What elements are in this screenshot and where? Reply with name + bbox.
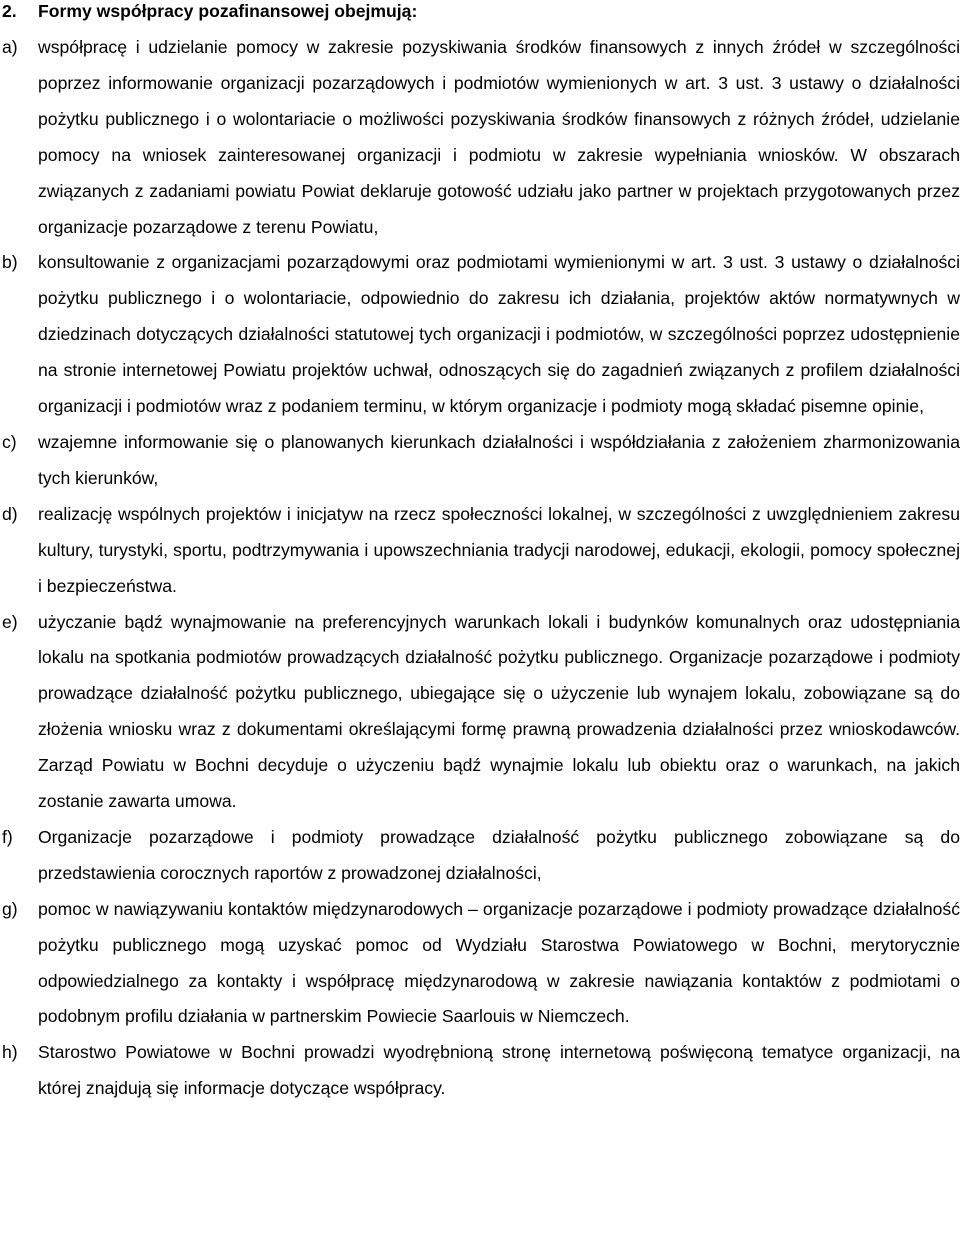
list-item-b bbox=[0, 245, 960, 425]
list-item-d bbox=[0, 497, 960, 605]
list-item-text: wzajemne informowanie się o planowanych kierunkach działalności i współdziałania z założeniem zharmonizowania tych kierunków, bbox=[38, 431, 960, 488]
list-item-f bbox=[0, 820, 960, 892]
list-marker: f) bbox=[2, 826, 13, 847]
list-marker: d) bbox=[2, 503, 18, 524]
list-marker: g) bbox=[2, 898, 18, 919]
list-item-e bbox=[0, 605, 960, 820]
list-marker: b) bbox=[2, 252, 18, 273]
list-marker: e) bbox=[2, 611, 18, 632]
list-item-h bbox=[0, 1035, 960, 1107]
list-item-text: współpracę i udzielanie pomocy w zakresie pozyskiwania środków finansowych z innych źródeł w szczególności poprzez informowanie organizacji pozarządowych i podmiotów wymienionych w art. 3 ust. 3 ustawy o działalności pożytku publicznego i o wolontariacie o możliwości pozyskiwania środków finansowych z różnych źródeł, udzielanie pomocy na wniosek zainteresowanej organizacji i podmiotu w zakresie wypełniania wniosków. W obszarach związanych z zadaniami powiatu Powiat deklaruje gotowość udziału jako partner w projektach przygotowanych przez organizacje pozarządowe z terenu Powiatu, bbox=[38, 37, 960, 237]
list-item-text: konsultowanie z organizacjami pozarządowymi oraz podmiotami wymienionymi w art. 3 ust. 3 ustawy o działalności pożytku publicznego i o wolontariacie, odpowiednio do zakresu ich działania, projektów aktów normatywnych w dziedzinach dotyczących działalności statutowej tych organizacji i podmiotów, w szczególności poprzez udostępnienie na stronie internetowej Powiatu projektów uchwał, odnoszących się do zagadnień związanych z profilem działalności organizacji i podmiotów wraz z podaniem terminu, w którym organizacje i podmioty mogą składać pisemne opinie, bbox=[38, 252, 960, 417]
list-marker: a) bbox=[2, 37, 18, 57]
list-item-text: Starostwo Powiatowe w Bochni prowadzi wyodrębnioną stronę internetową poświęconą tematyce organizacji, na której znajdują się informacje dotyczące współpracy. bbox=[38, 1042, 960, 1099]
list-item-g bbox=[0, 892, 960, 1036]
list-item-text: użyczanie bądź wynajmowanie na preferencyjnych warunkach lokali i budynków komunalnych oraz udostępniania lokalu na spotkania podmiotów prowadzących działalność pożytku publicznego. Organizacje pozarządowe i podmioty prowadzące działalność pożytku publicznego, ubiegające się o użyczenie lub wynajem lokalu, zobowiązane są do złożenia wniosku wraz z dokumentami określającymi formę prawną prowadzenia działalności przez wnioskodawców. Zarząd Powiatu w Bochni decyduje o użyczeniu bądź wynajmie lokalu lub obiektu oraz o warunkach, na jakich zostanie zawarta umowa. bbox=[38, 611, 960, 812]
list-item-c bbox=[0, 425, 960, 497]
list-item-text: pomoc w nawiązywaniu kontaktów międzynarodowych – organizacje pozarządowe i podmioty prowadzące działalność pożytku publicznego mogą uzyskać pomoc od Wydziału Starostwa Powiatowego w Bochni, merytorycznie odpowiedzialnego za kontakty i współpracę międzynarodową w zakresie nawiązania kontaktów z podmiotami o podobnym profilu działania w partnerskim Powiecie Saarlouis w Niemczech. bbox=[38, 898, 960, 1027]
section-heading bbox=[0, 0, 960, 30]
list-marker: h) bbox=[2, 1042, 18, 1063]
list-item-a bbox=[0, 30, 960, 245]
section-number: 2. bbox=[2, 1, 17, 21]
list-item-text: Organizacje pozarządowe i podmioty prowadzące działalność pożytku publicznego zobowiązane są do przedstawienia corocznych raportów z prowadzonej działalności, bbox=[38, 826, 960, 883]
list-item-text: realizację wspólnych projektów i inicjatyw na rzecz społeczności lokalnej, w szczególności z uwzględnieniem zakresu kultury, turystyki, sportu, podtrzymywania i upowszechniania tradycji narodowej, edukacji, ekologii, pomocy społecznej i bezpieczeństwa. bbox=[38, 503, 960, 596]
cooperation-forms-list bbox=[0, 30, 960, 1107]
section-title: Formy współpracy pozafinansowej obejmują: bbox=[38, 1, 418, 21]
list-marker: c) bbox=[2, 431, 17, 452]
